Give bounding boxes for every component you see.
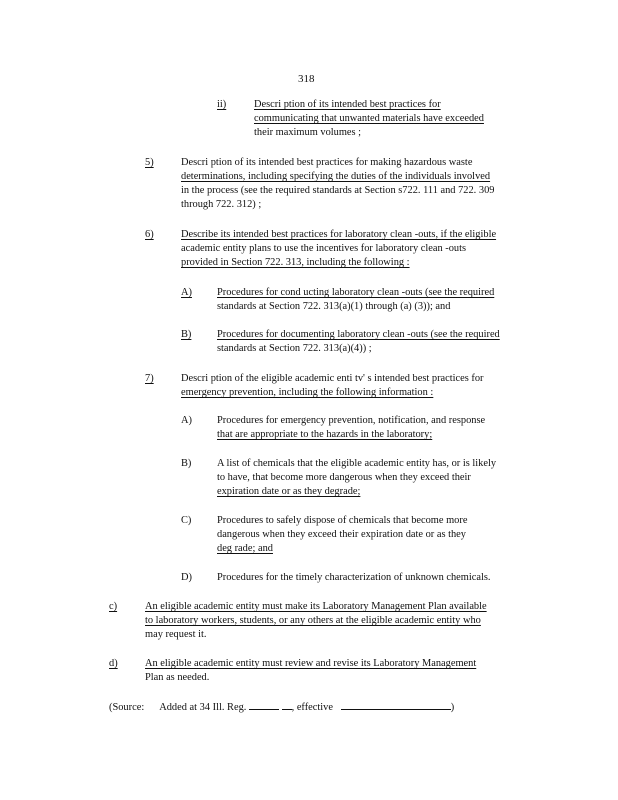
text-line: may request it. xyxy=(145,629,207,640)
page-blank xyxy=(282,699,292,710)
source-prefix: (Source: xyxy=(109,702,145,713)
text-line: Procedures for emergency prevention, notification, and response xyxy=(217,415,486,426)
text-line: Procedures for cond ucting laboratory clean -outs (see the required xyxy=(217,287,495,298)
text-line: deg rade; and xyxy=(217,543,273,554)
text-line: dangerous when they exceed their expiration date or as they xyxy=(217,529,466,540)
item-text xyxy=(181,372,526,400)
item-text xyxy=(145,657,530,685)
source-note xyxy=(109,699,454,715)
text-line: standards at Section 722. 313(a)(1) through (a) (3)); and xyxy=(217,301,451,312)
item-label: B) xyxy=(181,329,192,340)
text-line: expiration date or as they degrade; xyxy=(217,486,361,497)
volume-blank xyxy=(249,699,279,710)
text-line: determinations, including specifying the duties of the individuals involved xyxy=(181,171,491,182)
source-effective: effective xyxy=(296,702,333,713)
text-line: Procedures for documenting laboratory clean -outs (see the required xyxy=(217,329,500,340)
text-line: emergency prevention, including the following information : xyxy=(181,387,434,398)
date-blank xyxy=(341,699,451,710)
text-line: that are appropriate to the hazards in the laboratory; xyxy=(217,429,433,440)
text-line: A list of chemicals that the eligible academic entity has, or is likely xyxy=(217,458,497,469)
item-label: C) xyxy=(181,515,192,526)
text-line: academic entity plans to use the incentives for laboratory clean -outs xyxy=(181,243,467,254)
item-text xyxy=(254,98,524,140)
text-line: to have, that become more dangerous when they exceed their xyxy=(217,472,471,483)
text-line: to laboratory workers, students, or any others at the eligible academic entity who xyxy=(145,615,481,626)
text-line: through 722. 312) ; xyxy=(181,199,262,210)
text-line: An eligible academic entity must make its Laboratory Management Plan available xyxy=(145,601,487,612)
text-line: provided in Section 722. 313, including the following : xyxy=(181,257,410,268)
item-label: 7) xyxy=(145,373,154,384)
text-line: their maximum volumes ; xyxy=(254,127,362,138)
item-text xyxy=(217,414,527,442)
source-close: ) xyxy=(450,702,455,713)
text-line: Descri ption of the eligible academic enti tv' s intended best practices for xyxy=(181,373,484,384)
item-label: D) xyxy=(181,572,192,583)
text-line: Describe its intended best practices for laboratory clean -outs, if the eligible xyxy=(181,229,497,240)
text-line: in the process (see the required standards at Section s722. 111 and 722. 309 xyxy=(181,185,495,196)
page-number: 318 xyxy=(298,73,315,85)
text-line: communicating that unwanted materials have exceeded xyxy=(254,113,484,124)
item-text xyxy=(181,156,541,212)
item-label: A) xyxy=(181,415,192,426)
item-text xyxy=(217,571,537,585)
item-text xyxy=(217,286,541,314)
text-line: An eligible academic entity must review and revise its Laboratory Management xyxy=(145,658,477,669)
item-label: 5) xyxy=(145,157,154,168)
item-text xyxy=(181,228,541,270)
item-text xyxy=(145,600,535,642)
item-label: ii) xyxy=(217,99,227,110)
item-text xyxy=(217,328,541,356)
source-added: Added at 34 Ill. Reg. xyxy=(159,702,247,713)
text-line: Procedures for the timely characterization of unknown chemicals. xyxy=(217,572,491,583)
item-label: c) xyxy=(109,601,118,612)
item-label: 6) xyxy=(145,229,154,240)
text-line: standards at Section 722. 313(a)(4)) ; xyxy=(217,343,372,354)
item-text xyxy=(217,457,535,499)
text-line: Descri ption of its intended best practices for making hazardous waste xyxy=(181,157,473,168)
text-line: Descri ption of its intended best practices for xyxy=(254,99,441,110)
source-comma: , xyxy=(291,702,295,713)
item-text xyxy=(217,514,517,556)
text-line: Procedures to safely dispose of chemicals that become more xyxy=(217,515,468,526)
item-label: B) xyxy=(181,458,192,469)
item-label: d) xyxy=(109,658,118,669)
text-line: Plan as needed. xyxy=(145,672,210,683)
item-label: A) xyxy=(181,287,192,298)
